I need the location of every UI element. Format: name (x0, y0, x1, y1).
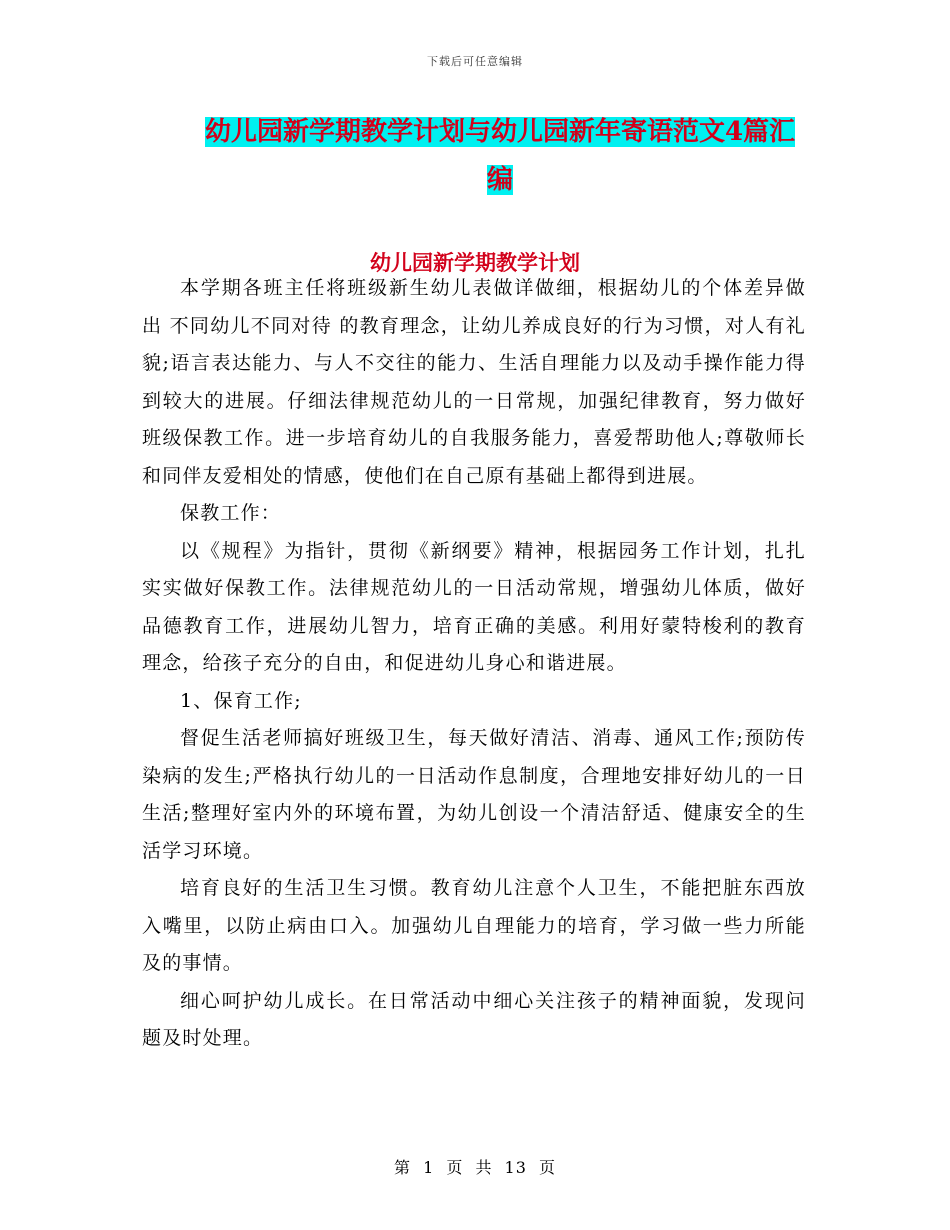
paragraph: 以《规程》为指针，贯彻《新纲要》精神，根据园务工作计划，扎扎实实做好保教工作。法律规范幼儿的一日活动常规，增强幼儿体质，做好品德教育工作，进展幼儿智力，培育正确的美感。利用好蒙特梭利的教育理念，给孩子充分的自由，和促进幼儿身心和谐进展。 (142, 539, 806, 674)
paragraph: 保教工作： (180, 502, 282, 524)
document-title-line2: 编 (486, 165, 513, 195)
section-title: 幼儿园新学期教学计划 (370, 250, 580, 275)
page-number: 第 1 页 共 13 页 (394, 1158, 556, 1177)
paragraph: 1、保育工作; (180, 689, 302, 712)
paragraph: 督促生活老师搞好班级卫生，每天做好清洁、消毒、通风工作;预防传染病的发生;严格执行幼儿的一日活动作息制度，合理地安排好幼儿的一日生活;整理好室内外的环境布置，为幼儿创设一个清洁舒适、健康安全的生活学习环境。 (142, 727, 806, 862)
document-title (190, 108, 810, 204)
document-body (142, 270, 806, 1058)
header-note: 下载后可任意编辑 (427, 55, 523, 68)
document-title-line1: 幼儿园新学期教学计划与幼儿园新年寄语范文4篇汇 (204, 117, 796, 147)
paragraph: 本学期各班主任将班级新生幼儿表做详做细，根据幼儿的个体差异做出 不同幼儿不同对待 的教育理念，让幼儿养成良好的行为习惯，对人有礼貌;语言表达能力、与人不交往的能力、生活自理能力以及动手操作能力得到较大的进展。仔细法律规范幼儿的一日常规，加强纪律教育，努力做好班级保教工作。进一步培育幼儿的自我服务能力，喜爱帮助他人;尊敬师长和同伴友爱相处的情感，使他们在自己原有基础上都得到进展。 (142, 277, 806, 487)
paragraph: 培育良好的生活卫生习惯。教育幼儿注意个人卫生，不能把脏东西放入嘴里，以防止病由口入。加强幼儿自理能力的培育，学习做一些力所能及的事情。 (142, 877, 806, 974)
paragraph: 细心呵护幼儿成长。在日常活动中细心关注孩子的精神面貌，发现问题及时处理。 (142, 989, 806, 1049)
